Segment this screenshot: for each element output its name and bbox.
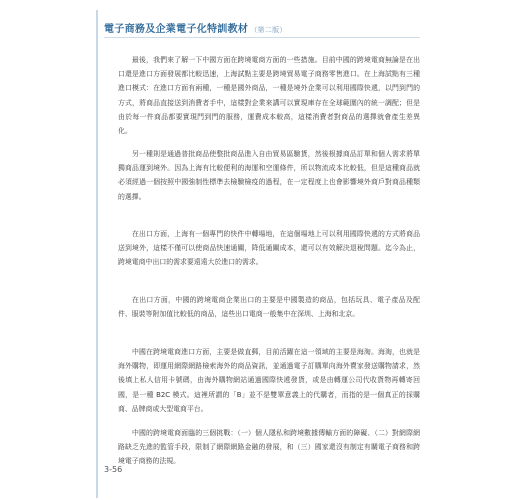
body-text [118, 53, 420, 478]
paragraph: 最後，我們來了解一下中國方面在跨境電商方面的一些措施。目前中國的跨境電商無論是在出口還是進口方面發展都比較迅速，上海試點主要是跨境貿易電子商務零售進口。在上海試點有三種進口模式：在進口方面有兩種，一種是國外商品，一種是境外企業可以利用國際快遞，以門到門的方式，將商品直接送到消費者手中，這樣對企業來講可以實現庫存在全球範圍內的統一調配；但是由於每一件商品都要實現門到門的服務，運費成本較高，這樣消費者對商品的選擇就會產生差異化。 [118, 56, 420, 136]
running-header [104, 20, 287, 35]
paragraph: 另一種則是通過普批商品使整批商品進入自由貿易區驗貨，然後根據商品訂單和個人需求將單獨商品運到境外。因為上海有比較便利的海運和空運條件，所以物流成本比較低，但是這種商品就必須經過一個按照中國強制性標準去檢驗檢疫的過程，在一定程度上也會影響境外商戶對商品種類的選擇。 [118, 150, 420, 201]
book-title: 電子商務及企業電子化特訓教材 [104, 24, 249, 35]
header-divider [104, 37, 420, 38]
edition-label: （第二版） [250, 26, 287, 34]
paragraph: 中國在跨境電商進口方面，主要是做直郵，目前活躍在這一領域的主要是海淘。海淘，也就是海外購物，即運用網際網路檢索海外的商品資訊，並通過電子訂購單向海外賣家發送購物請求，然後填上私人信用卡號碼，由海外購物網站通過國際快遞發貨，或是由轉運公司代收貨物再轉寄回國，是一種 B2C 模式。這裡所謂的「B」並不是雙單意義上的代購者，而指的是一個真正的採購商、品牌商或大型電商平台。 [118, 348, 420, 413]
paragraph: 在出口方面，上海有一個專門的快件中轉場地，在這個場地上可以利用國際快遞的方式將商品送到境外，這樣不僅可以使商品快速通關，降低通關成本，還可以有效解決退稅問題。迄今為止，跨境電商中出口的需求要遠遠大於進口的需求。 [118, 230, 420, 267]
paragraph: 中國的跨境電商面臨的三個挑戰：（一）個人隱私和跨境數據傳輸方面的障礙、（二）對網際網路缺乏先進的監管手段，限制了網際網路金融的發展，和（三）國家還沒有制定有關電子商務和跨境電子商務的法規。 [118, 429, 420, 466]
paragraph: 在出口方面，中國的跨境電商企業出口的主要是中國製造的商品，包括玩具、電子產品及配件、服裝等附加值比較低的商品，這些出口電商一般集中在深圳、上海和北京。 [118, 296, 420, 319]
page-number: 3-56 [104, 465, 123, 474]
